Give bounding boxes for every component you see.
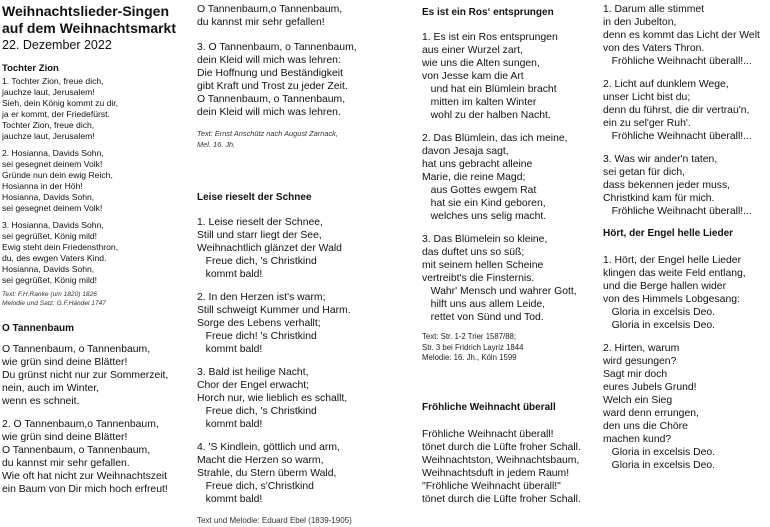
- song-verse: 1. Darum alle stimmet in den Jubelton, denn es kommt das Licht der Welt von des Vaters Thron. Fröhliche Weihnacht überall!...: [603, 4, 760, 67]
- song-verse: 1. Es ist ein Ros entsprungen aus einer Wurzel zart, wie uns die Alten sungen, von Jesse kam die Art und hat ein Blümlein bracht mitten im kalten Winter wohl zu der halben Nacht.: [422, 32, 558, 121]
- song-verse: 3. Das Blümelein so kleine, das duftet uns so süß; mit seinem hellen Scheine vertreibt's die Finsternis. Wahr' Mensch und wahrer Gott, hilft uns aus allem Leide, rettet von Sünd und Tod.: [422, 234, 577, 323]
- song-verse: 4. 'S Kindlein, göttlich und arm, Macht die Herzen so warm, Strahle, du Stern überm Wald, Freue dich, s'Christkind kommt bald!: [197, 442, 340, 505]
- song-verse: 1. Hört, der Engel helle Lieder klingen das weite Feld entlang, und die Berge hallen wider von des Himmels Lobgesang: Gloria in excelsis Deo. Gloria in excelsis Deo.: [603, 255, 746, 331]
- song-verse: O Tannenbaum, o Tannenbaum, wie grün sind deine Blätter! Du grünst nicht nur zur Sommerzeit, nein, auch im Winter, wenn es schneit.: [2, 344, 169, 407]
- song-verse: 3. O Tannenbaum, o Tannenbaum, dein Kleid will mich was lehren: Die Hoffnung und Beständigkeit gibt Kraft und Trost zu jeder Zeit. O Tannenbaum, o Tannenbaum, dein Kleid will mich was lehren.: [197, 42, 357, 118]
- song-credits: Text: F.H.Ranke (um 1820) 1826 Melodie und Satz: G.F.Händel 1747: [2, 291, 106, 307]
- song-title-es-ist-ein-ros: Es ist ein Ros‘ entsprungen: [422, 7, 554, 18]
- document-title: Weihnachtslieder-Singen auf dem Weihnachtsmarkt: [2, 3, 177, 36]
- column-1: [2, 3, 184, 506]
- song-credits: Text und Melodie: Eduard Ebel (1839-1905): [197, 516, 352, 525]
- song-credits: Text: Ernst Anschütz nach August Zarnack, Mel. 16. Jh.: [197, 129, 338, 149]
- song-title-leise-rieselt: Leise rieselt der Schnee: [197, 192, 312, 203]
- song-credits: Text: Str. 1-2 Trier 1587/88; Str. 3 bei Fridrich Layriz 1844 Melodie: 16. Jh., Köln 1599: [422, 332, 524, 362]
- column-4: [603, 3, 769, 482]
- song-verse: 2. Hirten, warum wird gesungen? Sagt mir doch eures Jubels Grund! Welch ein Sieg ward denn errungen, den uns die Chöre machen kund? Gloria in excelsis Deo. Gloria in excelsis Deo.: [603, 343, 716, 471]
- song-title-froehliche-weihnacht: Fröhliche Weihnacht überall: [422, 401, 556, 413]
- song-title-o-tannenbaum: O Tannenbaum: [2, 323, 75, 334]
- song-verse: 2. In den Herzen ist's warm; Still schweigt Kummer und Harm. Sorge des Lebens verhallt; Freue dich! 's Christkind kommt bald!: [197, 292, 351, 355]
- song-verse: 1. Tochter Zion, freue dich, jauchze laut, Jerusalem! Sieh, dein König kommt zu dir, ja er kommt, der Friedefürst. Tochter Zion, freue dich, jauchze laut, Jerusalem!: [2, 76, 119, 141]
- song-refrain: Fröhliche Weihnacht überall! tönet durch die Lüfte froher Schall. Weihnachtston, Weihnachtsbaum, Weihnachtsduft in jedem Raum! "Fröhliche Weihnacht überall!" tönet durch die Lüfte froher Schall.: [422, 428, 581, 505]
- song-verse: 1. Leise rieselt der Schnee, Still und starr liegt der See, Weihnachtlich glänzet der Wald Freue dich, 's Christkind kommt bald!: [197, 217, 342, 280]
- song-verse: 2. Licht auf dunklem Wege, unser Licht bist du; denn du führst, die dir vertrau'n, ein zu sel'ger Ruh'. Fröhliche Weihnacht überall!...: [603, 79, 752, 142]
- song-verse: 3. Bald ist heilige Nacht, Chor der Engel erwacht; Horch nur, wie lieblich es schallt, Freue dich, 's Christkind kommt bald!: [197, 367, 348, 430]
- document-date: 22. Dezember 2022: [2, 38, 112, 52]
- column-2: [197, 3, 377, 527]
- song-verse: 2. Das Blümlein, das ich meine, davon Jesaja sagt, hat uns gebracht alleine Marie, die reine Magd; aus Gottes ewgem Rat hat sie ein Kind geboren, welches uns selig macht.: [422, 133, 568, 222]
- song-verse: O Tannenbaum,o Tannenbaum, du kannst mir sehr gefallen!: [197, 4, 343, 28]
- song-verse: 2. Hosianna, Davids Sohn, sei gesegnet deinem Volk! Gründe nun dein ewig Reich, Hosianna in der Höh! Hosianna, Davids Sohn, sei gesegnet deinem Volk!: [2, 148, 113, 213]
- song-title-tochter-zion: Tochter Zion: [2, 63, 59, 74]
- song-title-hoert-der-engel: Hört, der Engel helle Lieder: [603, 228, 734, 239]
- column-3: [422, 3, 590, 516]
- song-verse: 2. O Tannenbaum,o Tannenbaum, wie grün sind deine Blätter! O Tannenbaum, o Tannenbaum, du kannst mir sehr gefallen. Wie oft hat nicht zur Weihnachtszeit ein Baum von Dir mich hoch erfreut!: [2, 419, 168, 495]
- song-verse: 3. Was wir ander'n taten, sei getan für dich, dass bekennen jeder muss, Christkind kam für mich. Fröhliche Weihnacht überall!...: [603, 154, 752, 217]
- song-verse: 3. Hosianna, Davids Sohn, sei gegrüßet, König mild! Ewig steht dein Friedensthron, du, des ewgen Vaters Kind. Hosianna, Davids Sohn, sei gegrüßet, König mild!: [2, 220, 119, 285]
